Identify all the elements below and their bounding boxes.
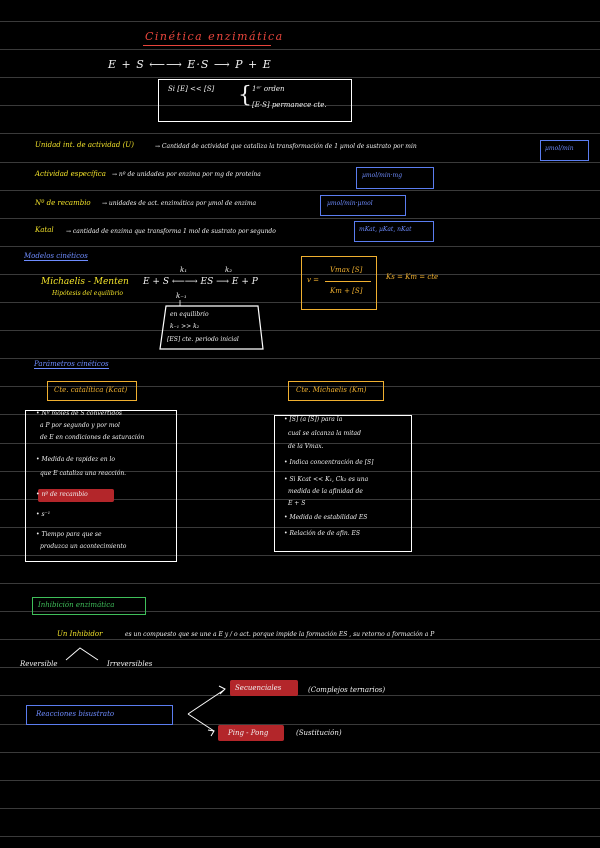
curly-brace: { (238, 83, 252, 108)
unit-text: µmol/min (545, 145, 574, 152)
unit-text: mKat, µKat, nKat (359, 226, 412, 233)
definition-text: → nº de unidades por enzima por mg de proteína (112, 171, 261, 178)
irreversible-label: Irreversibles (107, 660, 153, 668)
kcat-title: Cte. catalítica (Kcat) (54, 386, 128, 394)
km-item: cual se alcanza la mitad (288, 430, 361, 437)
formula-numerator: Vmax [S] (330, 266, 363, 274)
definition-text: → cantidad de enzima que transforma 1 mol de sustrato por segundo (66, 228, 276, 235)
model-name: Michaelis - Menten (41, 277, 129, 287)
assumption-item: [ES] cte. periodo inicial (167, 336, 239, 343)
inhibitor-text: es un compuesto que se une a E y / o act. porque impide la formación ES , su retorno a formación a P (125, 631, 435, 638)
rate-k1: k₁ (180, 266, 188, 274)
definition-term: Katal (35, 226, 54, 234)
definition-term: Actividad específica (35, 170, 106, 178)
km-item: medida de la afinidad de (288, 488, 363, 495)
pingpong-label: Ping - Pong (228, 729, 269, 737)
condition-line1: 1ᵉʳ orden (252, 85, 285, 93)
pingpong-note: (Sustitución) (296, 729, 342, 737)
inhibitor-term: Un Inhibidor (57, 630, 103, 638)
params-heading: Parámetros cinéticos (34, 360, 109, 368)
unit-text: µmol/min·µmol (327, 200, 373, 207)
reversible-label: Reversible (20, 660, 58, 668)
condition-line2: [E·S] permanece cte. (252, 101, 327, 109)
sequential-note: (Complejos ternarios) (308, 686, 386, 694)
definition-term: Nº de recambio (35, 199, 91, 207)
model-reaction: E + S ⟵⟶ ES ⟶ E + P (143, 277, 258, 287)
km-item: • Si Kcat << K₁, Ck₂ es una (284, 476, 369, 483)
km-item: • [S] (a [S]) para la (284, 416, 343, 423)
sequential-label: Secuenciales (235, 684, 282, 692)
models-heading: Modelos cinéticos (24, 252, 88, 260)
definition-text: → Cantidad de actividad que cataliza la transformación de 1 µmol de sustrato por min (155, 143, 417, 150)
kcat-item: de E en condiciones de saturación (40, 434, 145, 441)
km-title: Cte. Michaelis (Km) (296, 386, 367, 394)
main-equation: E + S ⟵⟶ E·S ⟶ P + E (108, 58, 272, 71)
kcat-item: • Medida de rapidez en lo (36, 456, 116, 463)
km-item: • Relación de de afin. ES (284, 530, 361, 537)
km-item: • Indica concentración de [S] (284, 459, 374, 466)
ks-equation: Ks = Km = cte (386, 273, 439, 281)
assumption-item: en equilibrio (170, 311, 209, 318)
km-item: • Medida de estabilidad ES (284, 514, 368, 521)
model-hypothesis: Hipótesis del equilibrio (52, 290, 124, 297)
formula-lhs: v = (307, 276, 320, 284)
rate-k2: k₂ (225, 266, 233, 274)
condition-left: Si [E] << [S] (168, 85, 215, 93)
kcat-item: a P por segundo y por mol (40, 422, 120, 429)
kcat-item: que E cataliza una reacción. (40, 470, 127, 477)
km-item: de la Vmax. (288, 443, 324, 450)
inhibition-heading: Inhibición enzimática (38, 601, 115, 609)
assumption-item: k₋₁ >> k₂ (170, 323, 200, 330)
page-title: Cinética enzimática (145, 30, 284, 43)
definition-text: → unidades de act. enzimática por µmol de enzima (102, 200, 257, 207)
bisubstrate-label: Reacciones bisustrato (36, 710, 115, 718)
unit-text: µmol/min·mg (362, 172, 403, 179)
formula-denominator: Km + [S] (330, 287, 363, 295)
kcat-item: • nº de recambio (36, 491, 88, 498)
kcat-item: • Nº moles de S convertidos (36, 410, 123, 417)
kcat-item: produzca un acontecimiento (40, 543, 127, 550)
kcat-item: • Tiempo para que se (36, 531, 102, 538)
definition-term: Unidad int. de actividad (U) (35, 141, 134, 149)
km-item: E + S (288, 500, 306, 507)
rate-k-1: k₋₁ (176, 292, 187, 300)
kcat-item: • s⁻¹ (36, 511, 51, 518)
